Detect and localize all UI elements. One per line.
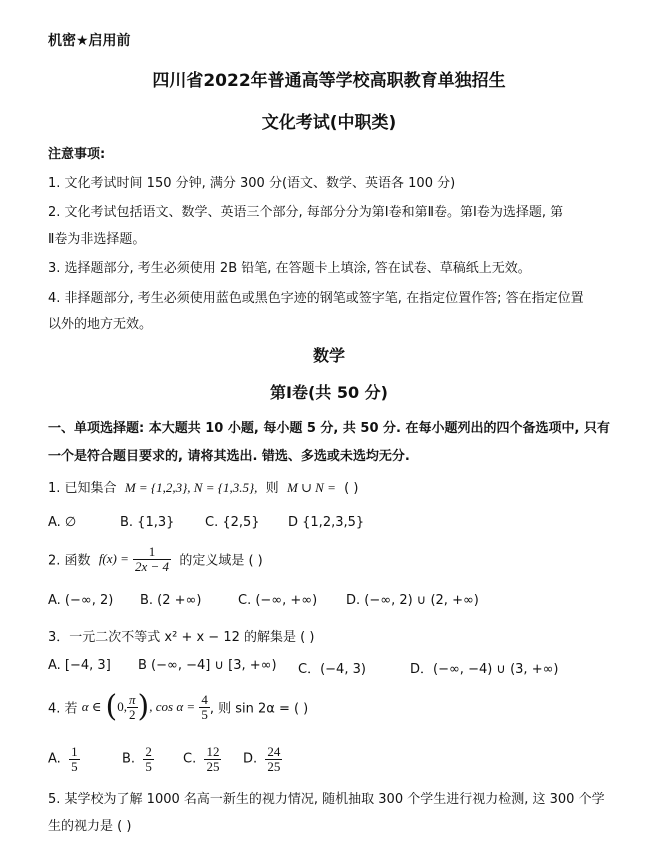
q2-suffix: 的定义域是 ( ) <box>179 553 263 569</box>
note-1: 1. 文化考试时间 150 分钟, 满分 300 分(语文、数学、英语各 100 分) <box>48 176 456 191</box>
q1-option-a[interactable]: A. ∅ <box>48 515 77 530</box>
q2-option-b[interactable]: B. (2 +∞) <box>140 593 202 608</box>
q4-two: 2 <box>127 707 138 722</box>
q4-option-b-den: 5 <box>145 758 152 774</box>
exam-title: 四川省2022年普通高等学校高职教育单独招生 <box>152 71 506 91</box>
q3-option-c[interactable]: C．(−4, 3) <box>298 662 366 677</box>
q4-option-d[interactable] <box>243 745 282 773</box>
q2-lhs: f(x) = <box>98 551 129 567</box>
q4-option-c[interactable] <box>183 745 221 773</box>
q3-option-a[interactable]: A. [−4, 3] <box>48 658 111 673</box>
q2-option-c[interactable]: C. (−∞, +∞) <box>238 593 318 608</box>
exam-subtitle: 文化考试(中职类) <box>261 113 397 133</box>
q4-option-d-fraction <box>265 745 282 773</box>
q4-cos: , cos α = <box>149 699 196 714</box>
q2-option-d[interactable]: D. (−∞, 2) ∪ (2, +∞) <box>346 593 479 608</box>
q4-prefix: 4. 若 <box>48 701 78 717</box>
note-2-line1: 2. 文化考试包括语文、数学、英语三个部分, 每部分分为第Ⅰ卷和第Ⅱ卷。第Ⅰ卷为选择题, 第 <box>48 205 564 220</box>
q1-option-b[interactable]: B. {1,3} <box>120 515 175 530</box>
part-title: 第Ⅰ卷(共 50 分) <box>270 383 388 402</box>
q1-prefix: 1. 已知集合 <box>48 481 117 496</box>
q2-numerator: 1 <box>148 544 156 559</box>
q4-option-b-label: B. <box>122 751 136 767</box>
q4-option-d-num: 24 <box>267 744 281 759</box>
question-5-line2: 生的视力是 ( ) <box>48 819 132 834</box>
q2-option-a[interactable]: A. (−∞, 2) <box>48 593 114 608</box>
q4-option-b-fraction <box>143 745 154 773</box>
q1-option-c[interactable]: C. {2,5} <box>205 515 260 530</box>
q1-then: 则 <box>265 481 279 496</box>
q4-option-a-num: 1 <box>71 744 78 759</box>
subject-title: 数学 <box>312 346 345 365</box>
q4-option-d-den: 25 <box>267 758 281 774</box>
q3-option-d[interactable]: D．(−∞, −4) ∪ (3, +∞) <box>410 662 559 677</box>
q4-option-c-fraction <box>204 745 221 773</box>
question-1 <box>48 477 358 496</box>
q4-cos-den: 5 <box>201 706 208 722</box>
q4-pi: π <box>129 691 136 707</box>
q4-alpha-in: α ∈ <box>81 699 102 714</box>
question-2 <box>48 545 263 573</box>
q4-interval-open-paren: ( <box>105 689 118 724</box>
q1-sets: M = {1,2,3}, N = {1,3.5}, <box>124 480 258 495</box>
instructions-line2: 一个是符合题目要求的, 请将其选出. 错选、多选或未选均无分. <box>48 449 410 464</box>
instructions-line1: 一、单项选择题: 本大题共 10 小题, 每小题 5 分, 共 50 分. 在每小题列出的四个备选项中, 只有 <box>48 421 610 436</box>
note-4-line2: 以外的地方无效。 <box>48 317 153 332</box>
q2-prefix: 2. 函数 <box>48 553 91 569</box>
q4-cos-fraction <box>199 693 210 721</box>
note-2-line2: Ⅱ卷为非选择题。 <box>48 232 146 247</box>
note-4-line1: 4. 非择题部分, 考生必须使用蓝色或黑色字迹的钢笔或签字笔, 在指定位置作答; 答在指定位置 <box>48 291 584 306</box>
q1-option-d[interactable]: D {1,2,3,5} <box>288 515 365 530</box>
q4-cos-num: 4 <box>201 691 208 707</box>
q2-denominator: 2x − 4 <box>135 558 170 574</box>
q1-ask: M ∪ N = <box>286 480 336 495</box>
question-3: 3．一元二次不等式 x² + x − 12 的解集是 ( ) <box>48 630 315 645</box>
notes-heading: 注意事项: <box>48 147 106 162</box>
q4-option-c-num: 12 <box>206 744 220 759</box>
question-4 <box>48 689 309 724</box>
q4-interval-start: 0, <box>117 699 127 714</box>
note-3: 3. 选择题部分, 考生必须使用 2B 铅笔, 在答题卡上填涂, 答在试卷、草稿纸上无效。 <box>48 261 531 276</box>
q4-option-a-label: A. <box>48 751 61 767</box>
q4-option-a-fraction <box>69 745 80 773</box>
q4-option-b[interactable] <box>122 745 154 773</box>
q4-option-c-den: 25 <box>206 758 220 774</box>
q4-interval-close-paren: ) <box>137 689 150 724</box>
q1-blank: ( ) <box>344 481 359 496</box>
q2-fraction <box>133 545 171 573</box>
q3-option-b[interactable]: B (−∞, −4] ∪ [3, +∞) <box>138 658 277 673</box>
q4-ask: , 则 sin 2α = ( ) <box>209 701 309 717</box>
q4-option-a[interactable] <box>48 745 80 773</box>
confidential-mark: 机密★启用前 <box>48 33 131 49</box>
q4-option-c-label: C. <box>183 751 197 767</box>
q4-pi-over-2 <box>127 693 138 721</box>
question-5-line1: 5. 某学校为了解 1000 名高一新生的视力情况, 随机抽取 300 个学生进行视力检测, 这 300 个学 <box>48 792 605 807</box>
q4-option-a-den: 5 <box>71 758 78 774</box>
q4-option-d-label: D. <box>243 751 258 767</box>
q4-option-b-num: 2 <box>145 744 152 759</box>
